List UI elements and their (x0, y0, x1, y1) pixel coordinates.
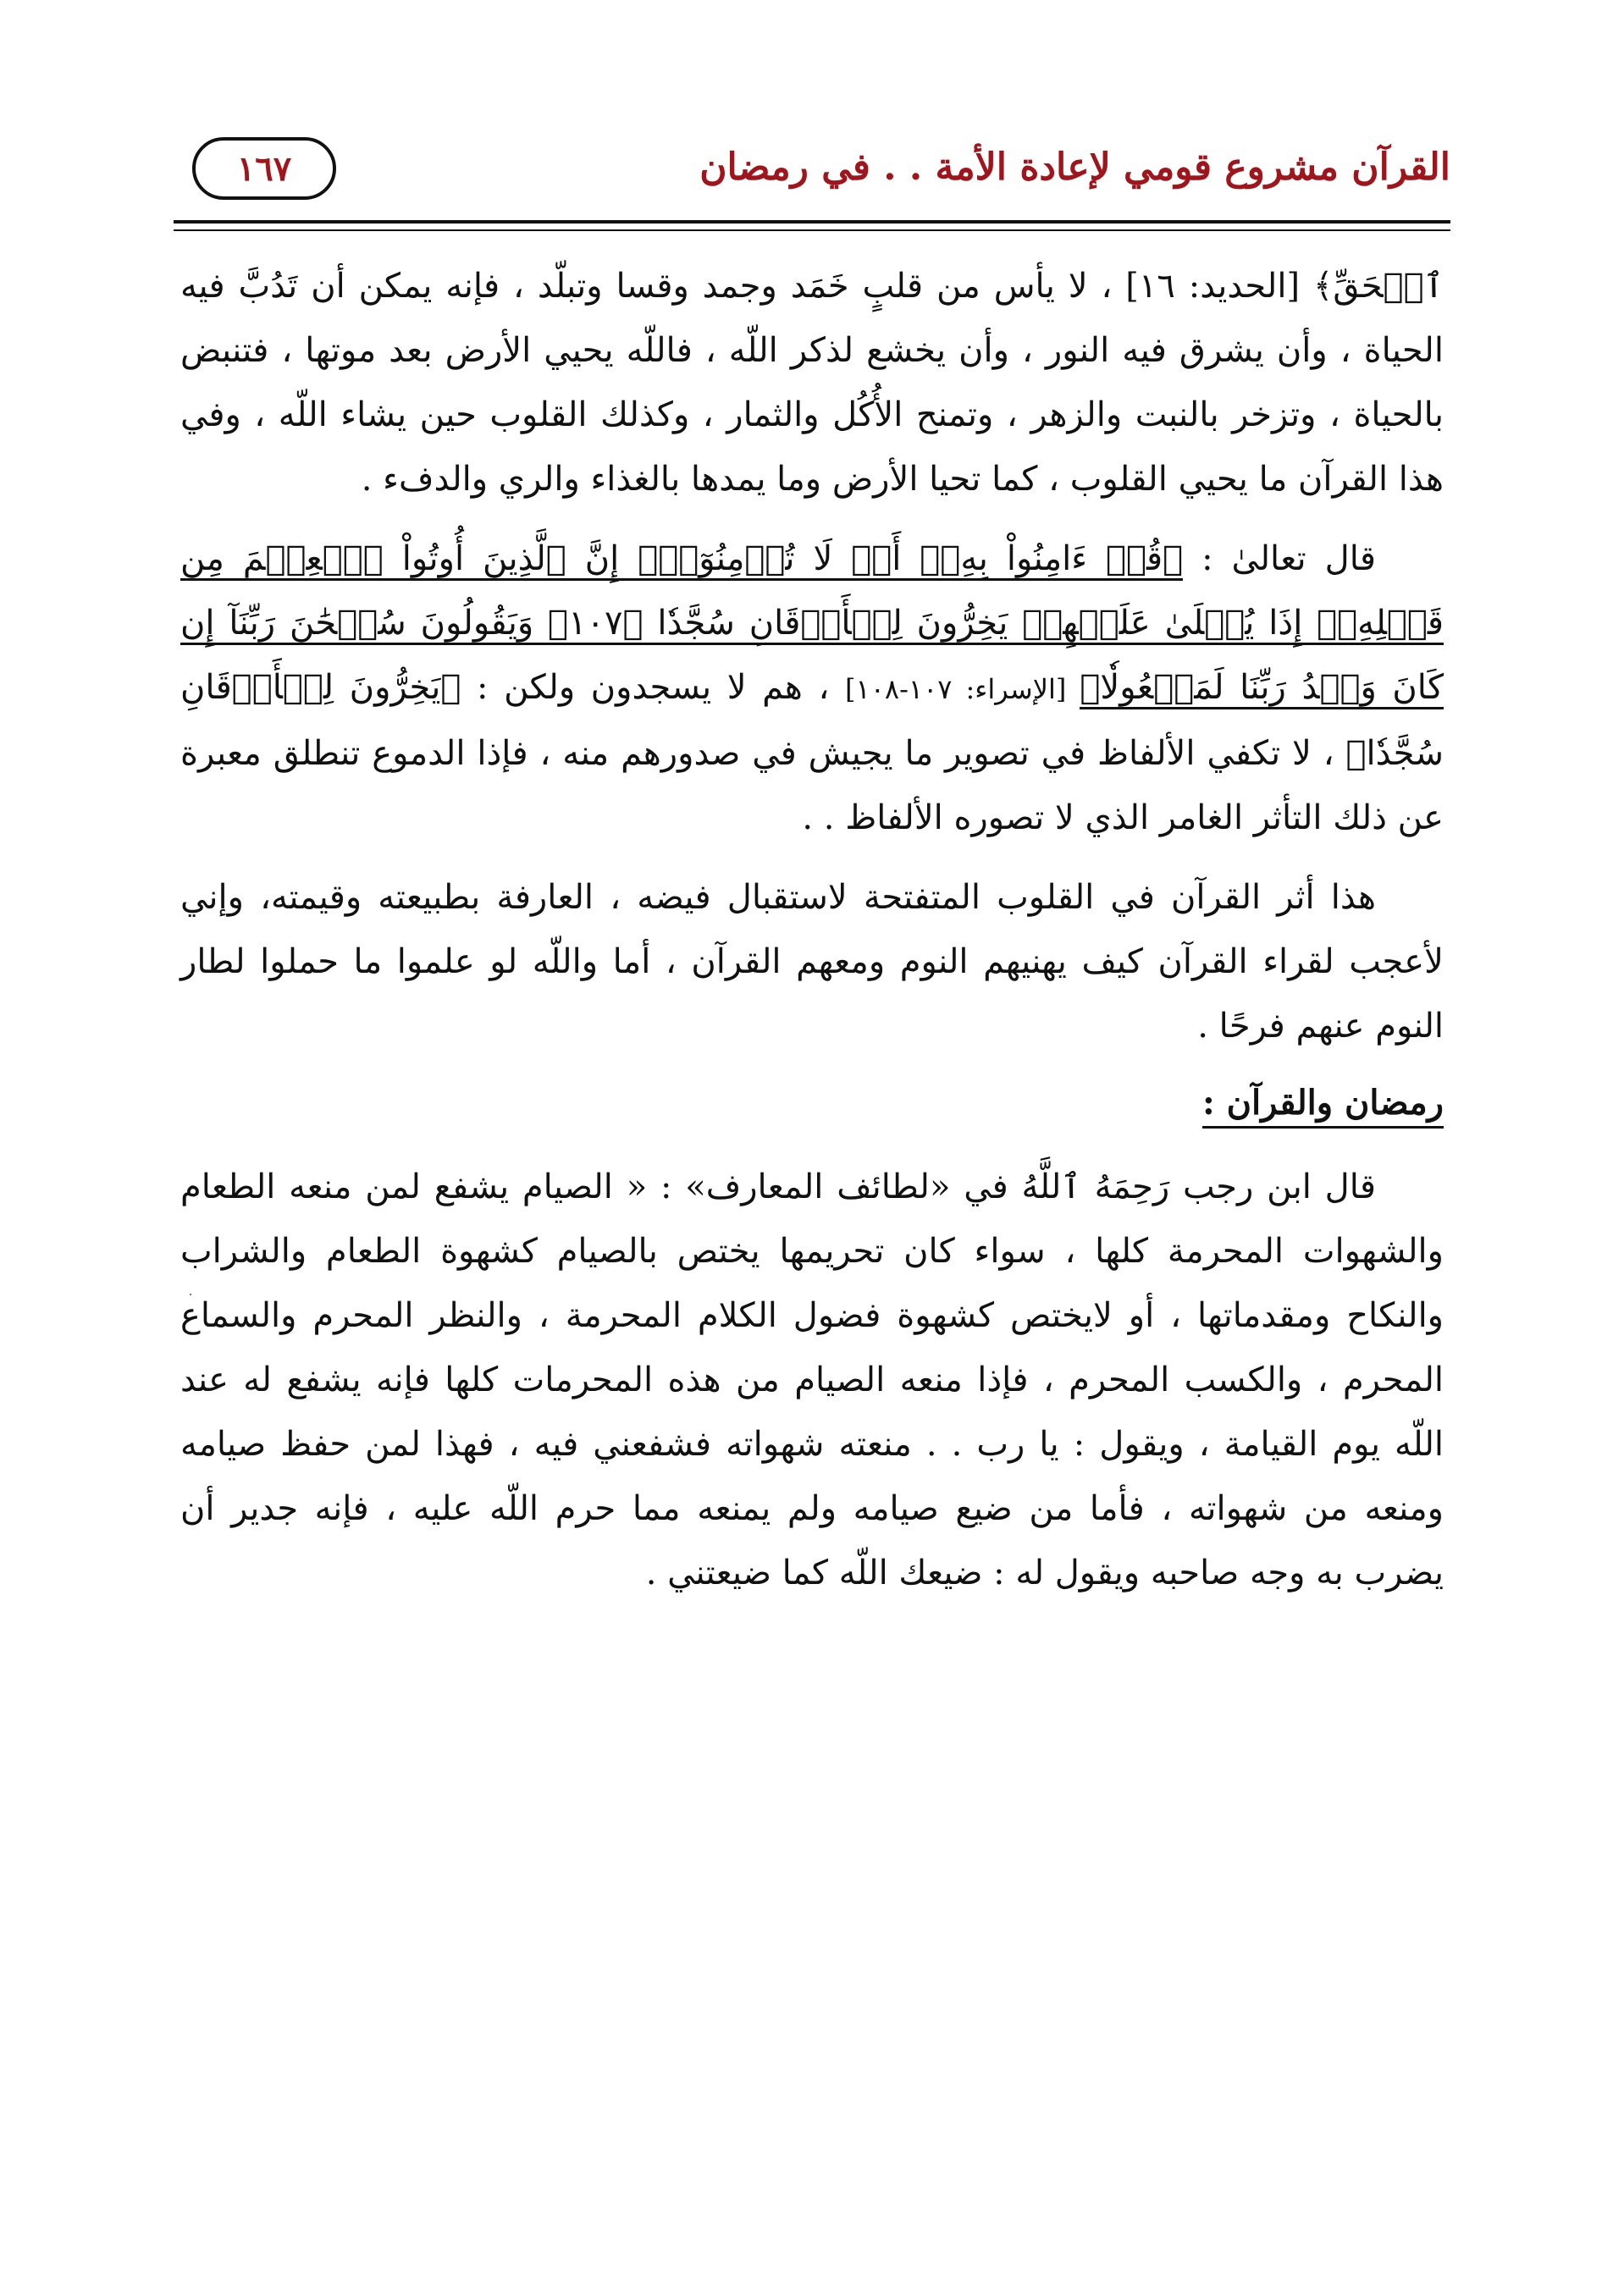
section-heading (180, 1073, 1444, 1133)
running-title: القرآن مشروع قومي لإعادة الأمة . . في رمضان (699, 146, 1450, 189)
quran-verse: ﴿قُلۡ ءَامِنُواْ بِهِۦٓ أَوۡ لَا تُؤۡمِنُوٓاْۚ إِنَّ ٱلَّذِينَ أُوتُواْ ٱلۡعِلۡمَ مِن قَبۡلِهِۦٓ إِذَا يُتۡلَىٰ عَلَيۡهِمۡ يَخِرُّونَ لِلۡأَذۡقَانِ سُجَّدٗا ﴿١٠٧﴾ وَيَقُولُونَ سُبۡحَٰنَ رَبِّنَآ إِن كَانَ وَعۡدُ رَبِّنَا لَمَفۡعُولٗا﴾ (180, 539, 1444, 709)
page-body (180, 254, 1444, 1620)
paragraph-2 (180, 527, 1444, 850)
header-rule-thin (174, 229, 1450, 231)
page-header (174, 127, 1450, 220)
scan-speck (190, 1294, 191, 1295)
page-number-badge: ١٦٧ (192, 137, 336, 200)
quran-verse-2: ﴿يَخِرُّونَ لِلۡأَذۡقَانِ سُجَّدٗا﴾ (180, 668, 1444, 773)
paragraph-2-middle: ، هم لا يسجدون ولكن : (461, 668, 846, 707)
verse-reference: [الإسراء: ١٠٧-١٠٨] (845, 673, 1080, 705)
paragraph-1: ٱلۡحَقِّ﴾ [الحديد: ١٦] ، لا يأس من قلبٍ خَمَد وجمد وقسا وتبلّد ، فإنه يمكن أن تَدُبَّ فيه الحياة ، وأن يشرق فيه النور ، وأن يخشع لذكر اللّه ، فاللّه يحيي الأرض بعد موتها ، فتنبض بالحياة ، وتزخر بالنبت والزهر ، وتمنح الأُكُل والثمار ، وكذلك القلوب حين يشاء اللّه ، وفي هذا القرآن ما يحيي القلوب ، كما تحيا الأرض وما يمدها بالغذاء والري والدفء . (180, 267, 1444, 499)
paragraph-3: هذا أثر القرآن في القلوب المتفتحة لاستقبال فيضه ، العارفة بطبيعته وقيمته، وإني لأعجب لقراء القرآن كيف يهنيهم النوم ومعهم القرآن ، أما واللّه لو علموا ما حملوا لطار النوم عنهم فرحًا . (180, 878, 1444, 1046)
header-rule-thick (174, 220, 1450, 224)
paragraph-4: قال ابن رجب رَحِمَهُ ٱللَّهُ في «لطائف المعارف» : « الصيام يشفع لمن منعه الطعام والشهوات المحرمة كلها ، سواء كان تحريمها يختص بالصيام كشهوة الطعام والشراب والنكاح ومقدماتها ، أو لايختص كشهوة فضول الكلام المحرمة ، والنظر المحرم والسماع المحرم ، والكسب المحرم ، فإذا منعه الصيام من هذه المحرمات كلها فإنه يشفع له عند اللّه يوم القيامة ، ويقول : يا رب . . منعته شهواته فشفعني فيه ، فهذا لمن حفظ صيامه ومنعه من شهواته ، فأما من ضيع صيامه ولم يمنعه مما حرم اللّه عليه ، فإنه جدير أن يضرب به وجه صاحبه ويقول له : ضيعك اللّه كما ضيعتني . (180, 1167, 1444, 1592)
paragraph-2-rest: ، لا تكفي الألفاظ في تصوير ما يجيش في صدورهم منه ، فإذا الدموع تنطلق معبرة عن ذلك التأثر الغامر الذي لا تصوره الألفاظ . . (180, 734, 1444, 837)
paragraph-2-intro: قال تعالىٰ : (1183, 539, 1377, 578)
section-heading-text: رمضان والقرآن : (1202, 1083, 1444, 1129)
